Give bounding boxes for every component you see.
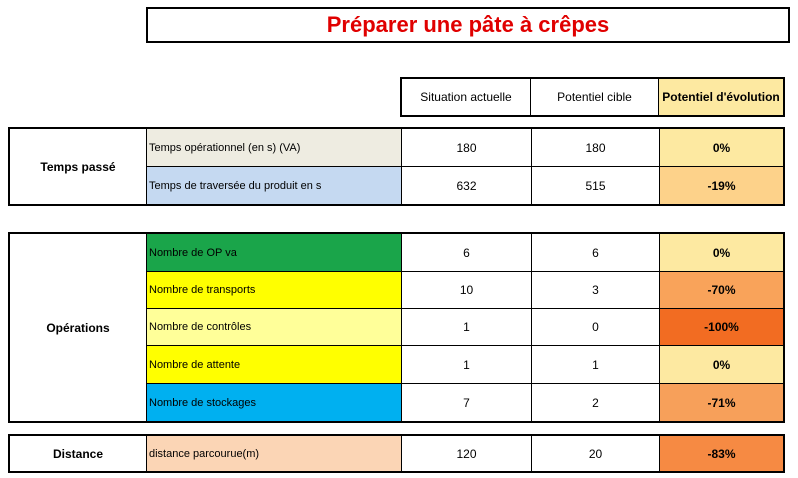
group-label-operations: Opérations	[10, 234, 147, 421]
row-current: 180	[402, 129, 532, 167]
row-current: 7	[402, 384, 532, 421]
row-current: 632	[402, 167, 532, 204]
row-evolution: 0%	[660, 234, 783, 272]
row-evolution: 0%	[660, 346, 783, 384]
row-evolution: -100%	[660, 309, 783, 346]
group-label-distance: Distance	[10, 436, 147, 471]
page-title: Préparer une pâte à crêpes	[146, 7, 790, 43]
row-target: 2	[532, 384, 660, 421]
row-current: 10	[402, 272, 532, 309]
header-target: Potentiel cible	[530, 77, 658, 117]
row-label: Nombre de attente	[147, 346, 402, 384]
row-target: 6	[532, 234, 660, 272]
row-target: 0	[532, 309, 660, 346]
row-evolution: -71%	[660, 384, 783, 421]
header-evolution: Potentiel d'évolution	[658, 77, 785, 117]
row-evolution: -70%	[660, 272, 783, 309]
row-label: Nombre de OP va	[147, 234, 402, 272]
row-evolution: -19%	[660, 167, 783, 204]
row-target: 515	[532, 167, 660, 204]
row-label: distance parcourue(m)	[147, 436, 402, 471]
row-label: Temps de traversée du produit en s	[147, 167, 402, 204]
row-label: Nombre de contrôles	[147, 309, 402, 346]
row-current: 120	[402, 436, 532, 471]
row-label: Temps opérationnel (en s) (VA)	[147, 129, 402, 167]
row-target: 3	[532, 272, 660, 309]
section-operations	[8, 232, 785, 423]
row-current: 1	[402, 309, 532, 346]
row-target: 20	[532, 436, 660, 471]
row-label: Nombre de transports	[147, 272, 402, 309]
row-current: 1	[402, 346, 532, 384]
row-current: 6	[402, 234, 532, 272]
row-evolution: -83%	[660, 436, 783, 471]
section-distance	[8, 434, 785, 473]
row-label: Nombre de stockages	[147, 384, 402, 421]
group-label-temps-passe: Temps passé	[10, 129, 147, 204]
section-temps-passe	[8, 127, 785, 206]
header-current: Situation actuelle	[400, 77, 530, 117]
row-evolution: 0%	[660, 129, 783, 167]
row-target: 1	[532, 346, 660, 384]
row-target: 180	[532, 129, 660, 167]
